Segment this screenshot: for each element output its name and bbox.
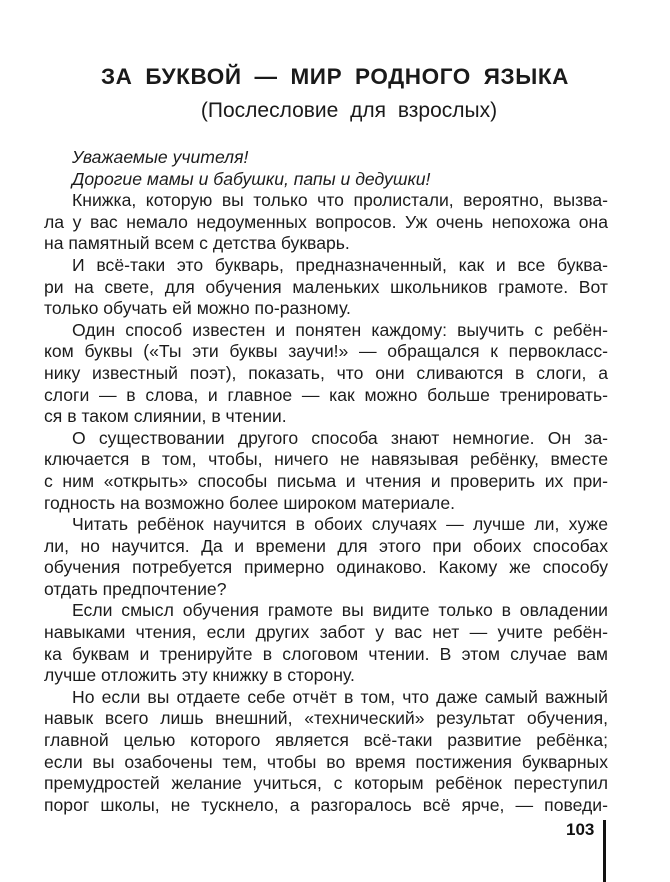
text-line: на памятный всем с детства букварь. — [44, 233, 350, 254]
text-line: только обучать ей можно по-разному. — [44, 298, 351, 319]
text-line: навык всего лишь внешний, «технический» результат обучения, — [44, 708, 608, 729]
text-line: премудростей желание учиться, с которым ребёнок переступил — [44, 773, 608, 794]
text-line: ли, но научится. Да и времени для этого при обоих способах — [44, 535, 608, 556]
body-text — [44, 147, 608, 816]
greeting-teachers: Уважаемые учителя! — [72, 147, 249, 167]
text-line: Книжка, которую вы только что пролистали, вероятно, вызва- — [72, 190, 608, 211]
text-line: навыками чтения, если других забот у вас нет — учите ребён- — [44, 622, 608, 643]
page-edge-bar — [603, 820, 606, 882]
text-line: Один способ известен и понятен каждому: выучить с ребён- — [72, 319, 608, 340]
paragraph-lines — [44, 190, 608, 816]
page-number: 103 — [566, 820, 595, 839]
text-line: годность на возможно более широком материале. — [44, 492, 455, 513]
text-line: нику известный поэт), показать, что они сливаются в слоги, а — [44, 362, 608, 383]
page-subtitle: (Послесловие для взрослых) — [200, 99, 498, 122]
text-line: ком буквы («Ты эти буквы заучи!» — обращался к первокласс- — [44, 341, 608, 362]
text-line: ка буквам и тренируйте в слоговом чтении. В этом случае вам — [44, 643, 608, 664]
text-line: Читать ребёнок научится в обоих случаях — лучше ли, хуже — [72, 514, 608, 535]
text-line: с ним «открыть» способы письма и чтения и проверить их при- — [44, 470, 608, 491]
text-line: слоги — в слова, и главное — как можно больше тренировать- — [44, 384, 608, 405]
text-line: главной целью которого является всё-таки развитие ребёнка; — [44, 730, 608, 751]
text-line: ся в таком слиянии, в чтении. — [44, 406, 287, 427]
text-line: порог школы, не тускнело, а разгоралось всё ярче, — поведи- — [44, 794, 608, 815]
text-line: ла у вас немало недоуменных вопросов. Уж очень непохожа она — [44, 211, 608, 232]
text-line: ключается в том, чтобы, ничего не навязывая ребёнку, вместе — [44, 449, 608, 470]
text-line: обучения потребуется примерно одинаково. Какому же способу — [44, 557, 608, 578]
text-line: Но если вы отдаете себе отчёт в том, что даже самый важный — [72, 686, 608, 707]
page-title: ЗА БУКВОЙ — МИР РОДНОГО ЯЗЫКА — [100, 64, 570, 89]
text-line: если вы озабочены тем, чтобы во время постижения букварных — [44, 751, 608, 772]
text-line: И всё-таки это букварь, предназначенный, как и все буква- — [72, 254, 608, 275]
text-line: О существовании другого способа знают немногие. Он за- — [72, 427, 608, 448]
text-line: лучше отложить эту книжку в сторону. — [44, 665, 355, 686]
text-line: Если смысл обучения грамоте вы видите только в овладении — [72, 600, 608, 621]
greeting-parents: Дорогие мамы и бабушки, папы и дедушки! — [72, 168, 431, 189]
text-line: отдать предпочтение? — [44, 578, 227, 599]
text-line: ри на свете, для обучения маленьких школьников грамоте. Вот — [44, 276, 608, 297]
